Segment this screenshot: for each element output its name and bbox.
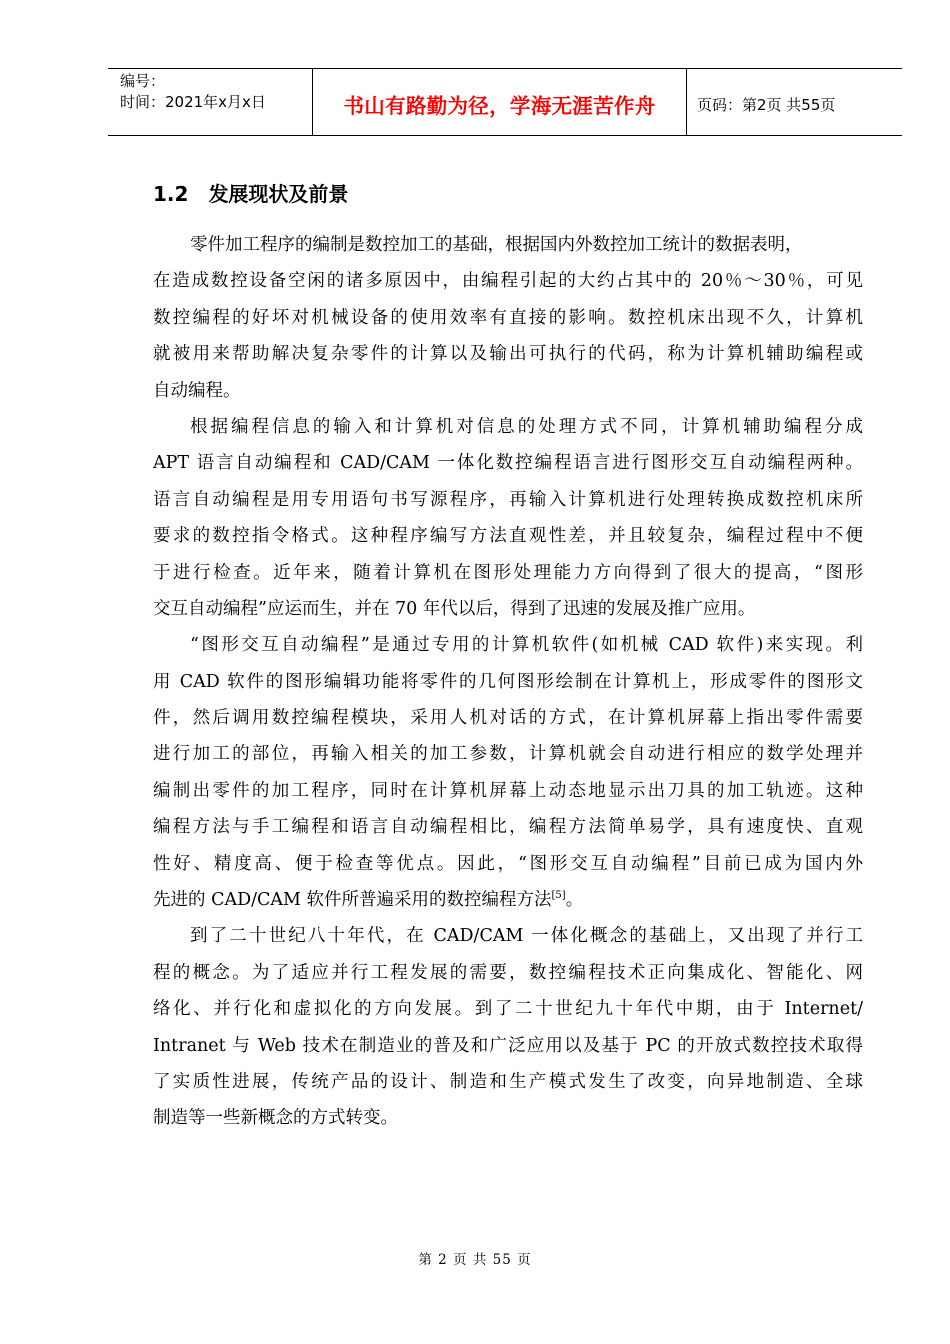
paragraph-line: 就被用来帮助解决复杂零件的计算以及输出可执行的代码，称为计算机辅助编程或 xyxy=(153,344,863,365)
document-number-label: 编号： xyxy=(120,72,166,90)
paragraph-line: APT 语言自动编程和 CAD/CAM 一体化数控编程语言进行图形交互自动编程两种。 xyxy=(153,453,863,474)
document-time-label: 时间：2021年x月x日 xyxy=(120,93,266,111)
section-number: 1.2 xyxy=(153,182,189,206)
motto-text: 书山有路勤为径，学海无涯苦作舟 xyxy=(343,94,656,118)
section-heading xyxy=(153,178,348,207)
paragraph-line: 到了二十世纪八十年代，在 CAD/CAM 一体化概念的基础上，又出现了并行工 xyxy=(190,926,863,947)
paragraph-line: 件，然后调用数控编程模块，采用人机对话的方式，在计算机屏幕上指出零件需要 xyxy=(153,708,863,729)
header-motto-cell xyxy=(313,69,687,135)
paragraph-line: 在造成数控设备空闲的诸多原因中，由编程引起的大约占其中的 20％～30％，可见 xyxy=(153,271,863,292)
paragraph-line: 了实质性进展，传统产品的设计、制造和生产模式发生了改变，向异地制造、全球 xyxy=(153,1071,863,1092)
header-meta xyxy=(108,69,313,135)
paragraph-line: 交互自动编程”应运而生，并在 70 年代以后，得到了迅速的发展及推广应用。 xyxy=(153,598,756,619)
paragraph-line: 零件加工程序的编制是数控加工的基础，根据国内外数控加工统计的数据表明， xyxy=(190,235,803,255)
body-text xyxy=(153,227,863,1137)
section-title: 发展现状及前景 xyxy=(208,182,349,206)
citation-reference: [5] xyxy=(551,890,566,902)
paragraph-line: 编制出零件的加工程序，同时在计算机屏幕上动态地显示出刀具的加工轨迹。这种 xyxy=(153,780,863,801)
paragraph-line: 编程方法与手工编程和语言自动编程相比，编程方法简单易学，具有速度快、直观 xyxy=(153,817,863,838)
paragraph-line: 程的概念。为了适应并行工程发展的需要，数控编程技术正向集成化、智能化、网 xyxy=(153,962,863,983)
paragraph-line: Intranet 与 Web 技术在制造业的普及和广泛应用以及基于 PC 的开放式数控技术取得 xyxy=(153,1035,863,1056)
paragraph-line: 语言自动编程是用专用语句书写源程序，再输入计算机进行处理转换成数控机床所 xyxy=(153,489,863,510)
paragraph-line: 要求的数控指令格式。这种程序编写方法直观性差，并且较复杂，编程过程中不便 xyxy=(153,526,863,547)
paragraph-line-with-citation xyxy=(153,882,863,918)
paragraph-line: 数控编程的好坏对机械设备的使用效率有直接的影响。数控机床出现不久，计算机 xyxy=(153,307,863,328)
paragraph-line: “图形交互自动编程”是通过专用的计算机软件(如机械 CAD 软件)来实现。利 xyxy=(190,635,863,656)
paragraph-line: 进行加工的部位，再输入相关的加工参数，计算机就会自动进行相应的数学处理并 xyxy=(153,744,863,765)
header-page-code: 页码：第2页 共55页 xyxy=(697,95,836,114)
page-footer: 第 2 页 共 55 页 xyxy=(418,1252,532,1268)
paragraph-line: 络化、并行化和虚拟化的方向发展。到了二十世纪九十年代中期，由于 Internet/ xyxy=(153,999,863,1020)
paragraph-line: 自动编程。 xyxy=(153,380,241,401)
paragraph-text: 先进的 CAD/CAM 软件所普遍采用的数控编程方法 xyxy=(153,890,552,911)
paragraph-line: 性好、精度高、便于检查等优点。因此，“图形交互自动编程”目前已成为国内外 xyxy=(153,853,863,874)
paragraph-line: 制造等一些新概念的方式转变。 xyxy=(153,1108,398,1129)
paragraph-line: 用 CAD 软件的图形编辑功能将零件的几何图形绘制在计算机上，形成零件的图形文 xyxy=(153,671,863,692)
page-header xyxy=(108,68,902,136)
sentence-end: 。 xyxy=(565,890,584,911)
paragraph-line: 于进行检查。近年来，随着计算机在图形处理能力方向得到了很大的提高，“图形 xyxy=(153,562,863,583)
paragraph-line: 根据编程信息的输入和计算机对信息的处理方式不同，计算机辅助编程分成 xyxy=(190,416,863,437)
